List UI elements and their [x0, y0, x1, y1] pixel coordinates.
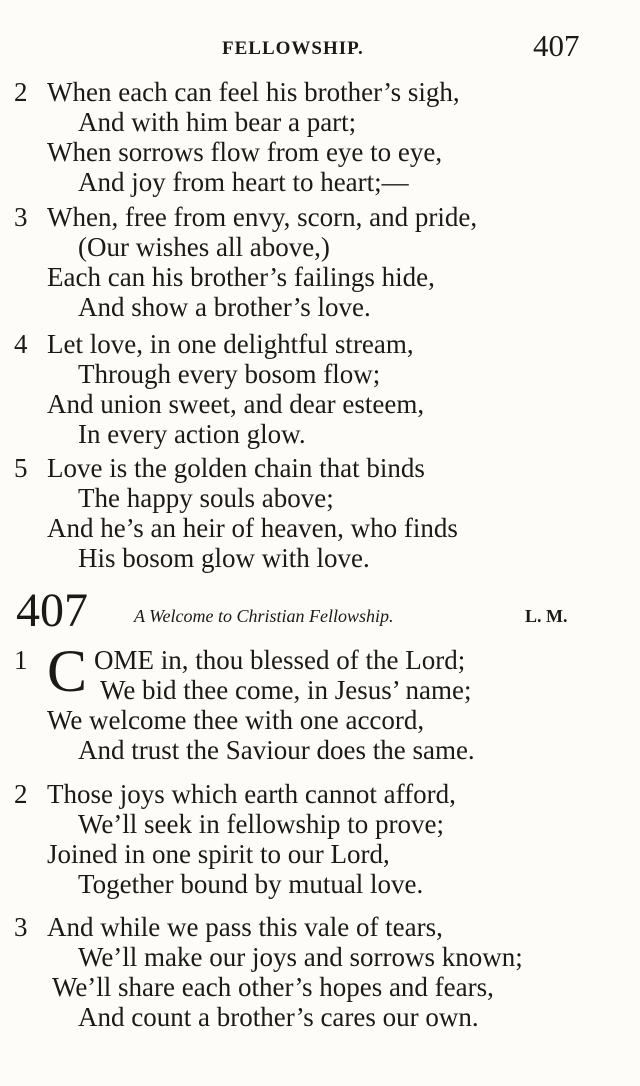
verse-line: We’ll seek in fellowship to prove; [78, 809, 444, 839]
verse-line: And trust the Saviour does the same. [78, 735, 475, 765]
verse-line: And while we pass this vale of tears, [47, 912, 443, 942]
verse-line: And union sweet, and dear esteem, [47, 389, 425, 419]
verse-line: Together bound by mutual love. [78, 869, 424, 899]
verse-line: We’ll share each other’s hopes and fears, [52, 972, 494, 1002]
verse-line: And show a brother’s love. [78, 292, 371, 322]
verse-line: Through every bosom flow; [78, 359, 381, 389]
verse-line: Those joys which earth cannot afford, [47, 779, 456, 809]
verse-line: And joy from heart to heart;— [78, 167, 409, 197]
stanza-number: 4 [14, 329, 28, 359]
hymn-stanza-3 [0, 912, 640, 1032]
stanza-number: 2 [14, 779, 28, 809]
verse-line: And count a brother’s cares our own. [78, 1002, 479, 1032]
hymn-heading [0, 586, 640, 636]
verse-line: We welcome thee with one accord, [47, 705, 425, 735]
verse-line: Joined in one spirit to our Lord, [47, 839, 390, 869]
prev-stanza-2 [0, 77, 640, 197]
verse-line: His bosom glow with love. [78, 543, 370, 573]
verse-line: OME in, thou blessed of the Lord; [94, 645, 466, 675]
verse-line: When, free from envy, scorn, and pride, [47, 202, 478, 232]
hymn-stanza-1 [0, 638, 640, 765]
verse-line: (Our wishes all above,) [78, 232, 330, 262]
prev-stanza-4 [0, 329, 640, 449]
stanza-number: 2 [14, 77, 28, 107]
verse-line: When sorrows flow from eye to eye, [47, 137, 443, 167]
page-number: 407 [533, 28, 580, 63]
stanza-number: 3 [14, 912, 28, 942]
running-header-title: FELLOWSHIP. [222, 38, 364, 59]
drop-cap: C [47, 638, 88, 704]
verse-line: When each can feel his brother’s sigh, [47, 77, 460, 107]
hymn-stanza-2 [0, 779, 640, 899]
verse-line: The happy souls above; [78, 483, 334, 513]
verse-line: We’ll make our joys and sorrows known; [78, 942, 523, 972]
verse-line: And with him bear a part; [78, 107, 357, 137]
verse-line: Each can his brother’s failings hide, [47, 262, 435, 292]
verse-line: We bid thee come, in Jesus’ name; [100, 675, 472, 705]
hymn-number: 407 [16, 584, 88, 637]
verse-line: And he’s an heir of heaven, who finds [47, 513, 458, 543]
verse-line: Let love, in one delightful stream, [47, 329, 414, 359]
verse-line: Love is the golden chain that binds [47, 453, 425, 483]
hymn-title: A Welcome to Christian Fellowship. [134, 606, 394, 626]
stanza-number: 3 [14, 202, 28, 232]
hymn-meter: L. M. [525, 606, 568, 626]
prev-stanza-5 [0, 453, 640, 573]
stanza-number: 1 [14, 645, 28, 675]
stanza-number: 5 [14, 453, 28, 483]
prev-stanza-3 [0, 202, 640, 322]
verse-line: In every action glow. [78, 419, 306, 449]
